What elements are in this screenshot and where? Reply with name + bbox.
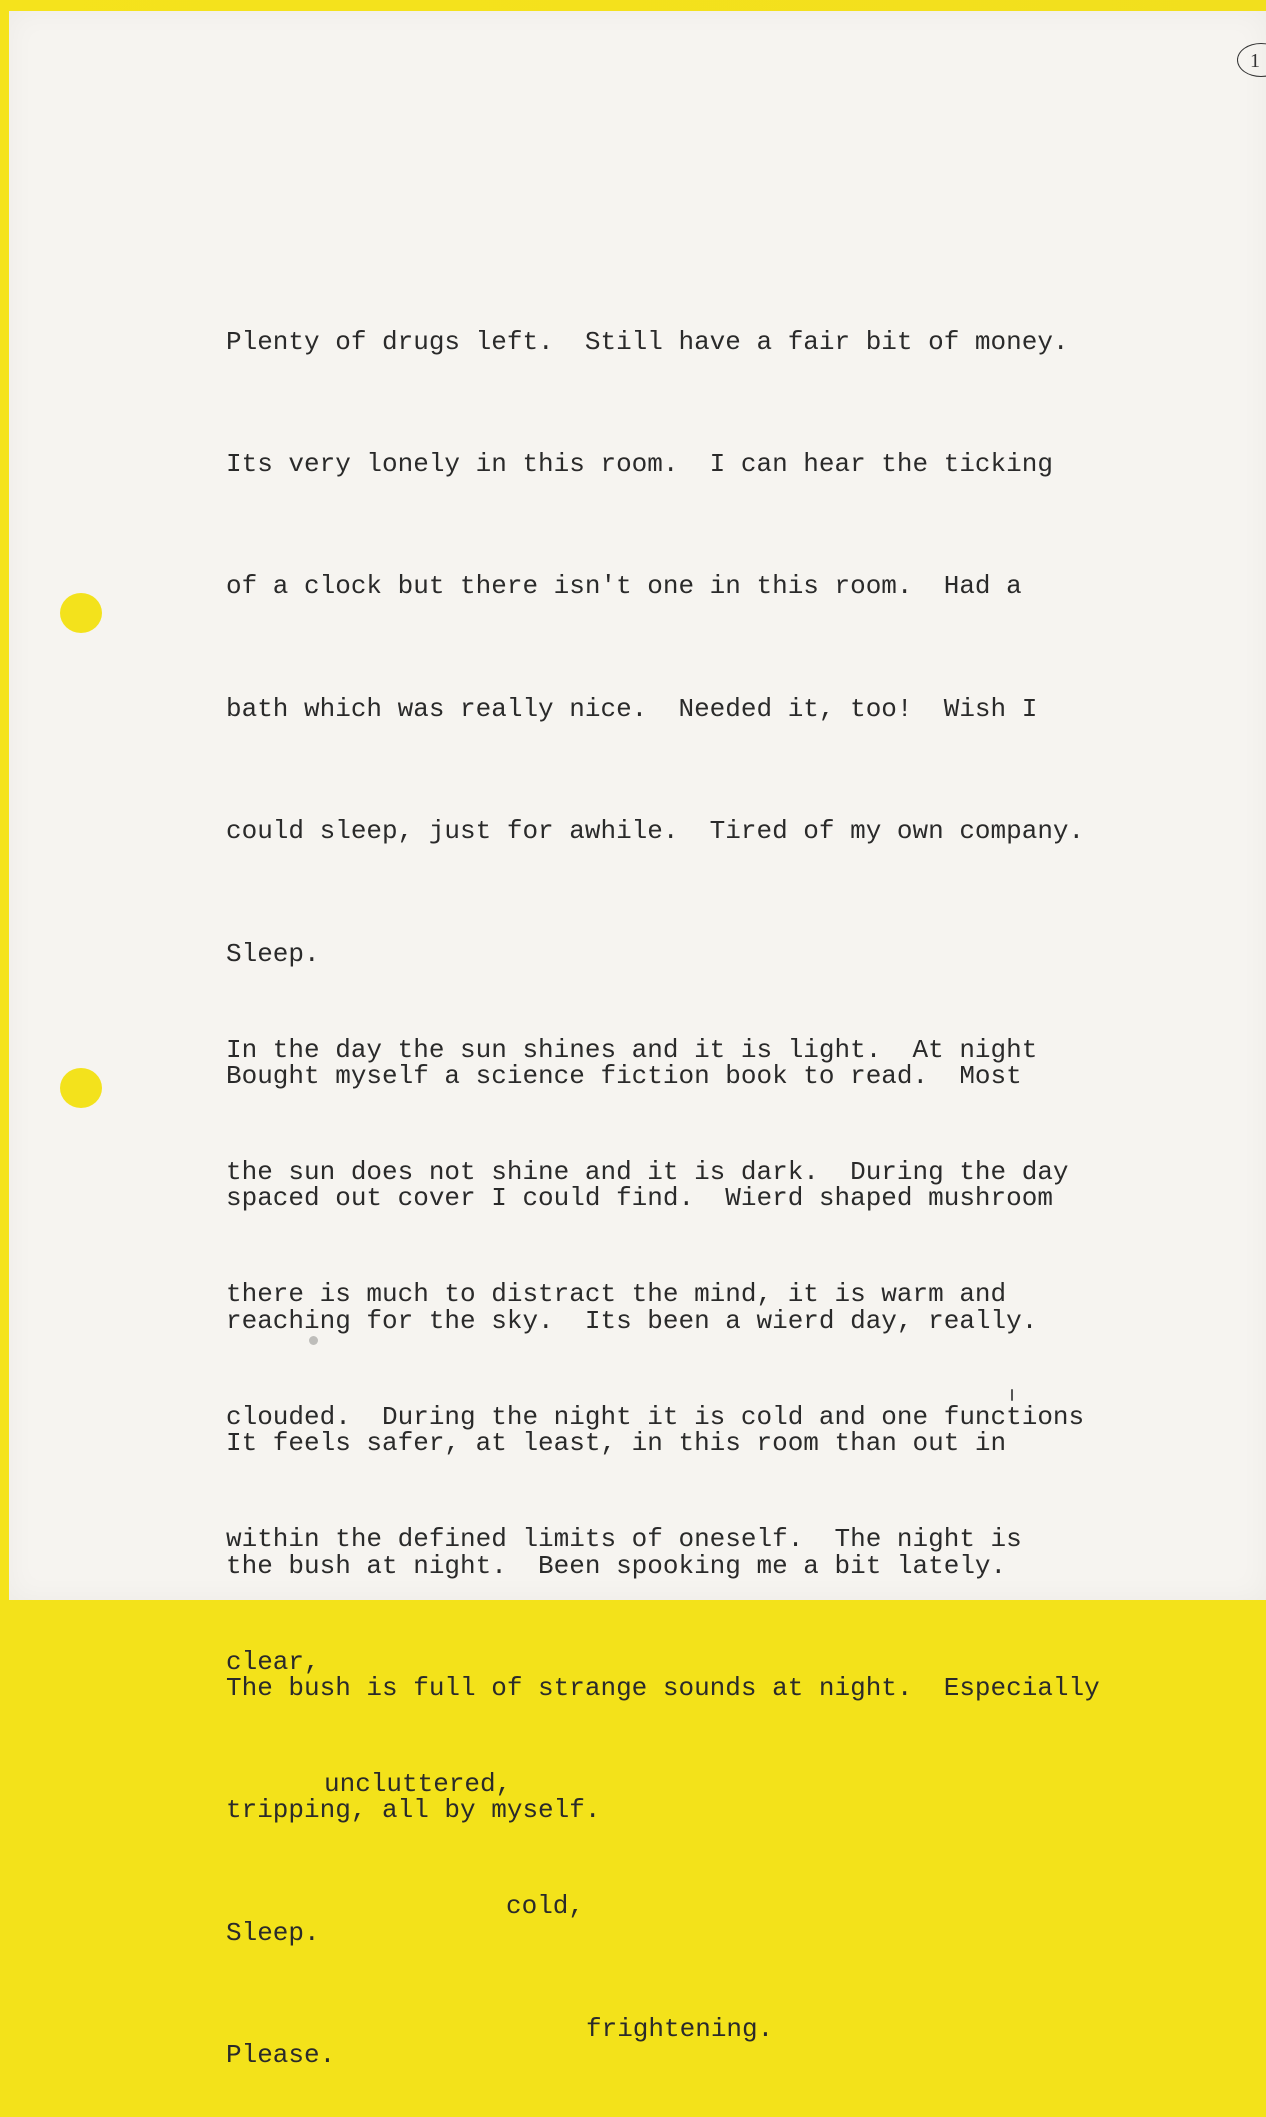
text-line: Sleep.: [226, 1917, 320, 1948]
punch-hole-bottom: [60, 1068, 102, 1108]
text-line: Please.: [226, 2040, 336, 2071]
text-line: Its very lonely in this room. I can hear the ticking: [226, 448, 1053, 479]
text-line: reaching for the sky. Its been a wierd day, really.: [226, 1305, 1038, 1336]
text-line: tripping, all by myself.: [226, 1795, 601, 1826]
text-line: Sleep.: [226, 938, 320, 969]
text-line: In the day the sun shines and it is light. At night: [226, 1034, 1038, 1065]
text-line: the bush at night. Been spooking me a bit lately.: [226, 1550, 1007, 1581]
stepped-line-cold: cold,: [506, 1891, 585, 1922]
passage-two: [226, 948, 1084, 2090]
stepped-line-uncluttered: uncluttered,: [324, 1768, 512, 1799]
page-number: 1: [1237, 43, 1266, 77]
text-line: clear,: [226, 1646, 320, 1677]
text-line: spaced out cover I could find. Wierd shaped mushroom: [226, 1183, 1053, 1214]
text-line: there is much to distract the mind, it is warm and: [226, 1279, 1007, 1310]
text-line: the sun does not shine and it is dark. During the day: [226, 1156, 1069, 1187]
text-line: Plenty of drugs left. Still have a fair bit of money.: [226, 326, 1069, 357]
text-line: of a clock but there isn't one in this room. Had a: [226, 571, 1022, 602]
text-line: Bought myself a science fiction book to read. Most: [226, 1060, 1022, 1091]
text-line: could sleep, just for awhile. Tired of my own company.: [226, 816, 1085, 847]
text-line: bath which was really nice. Needed it, too! Wish I: [226, 693, 1038, 724]
text-line: clouded. During the night it is cold and one functions: [226, 1401, 1085, 1432]
stepped-line-frightening: frightening.: [586, 2013, 774, 2044]
text-line: within the defined limits of oneself. The night is: [226, 1524, 1022, 1555]
punch-hole-top: [60, 593, 102, 633]
text-line: The bush is full of strange sounds at night. Especially: [226, 1672, 1100, 1703]
text-line: It feels safer, at least, in this room than out in: [226, 1428, 1007, 1459]
